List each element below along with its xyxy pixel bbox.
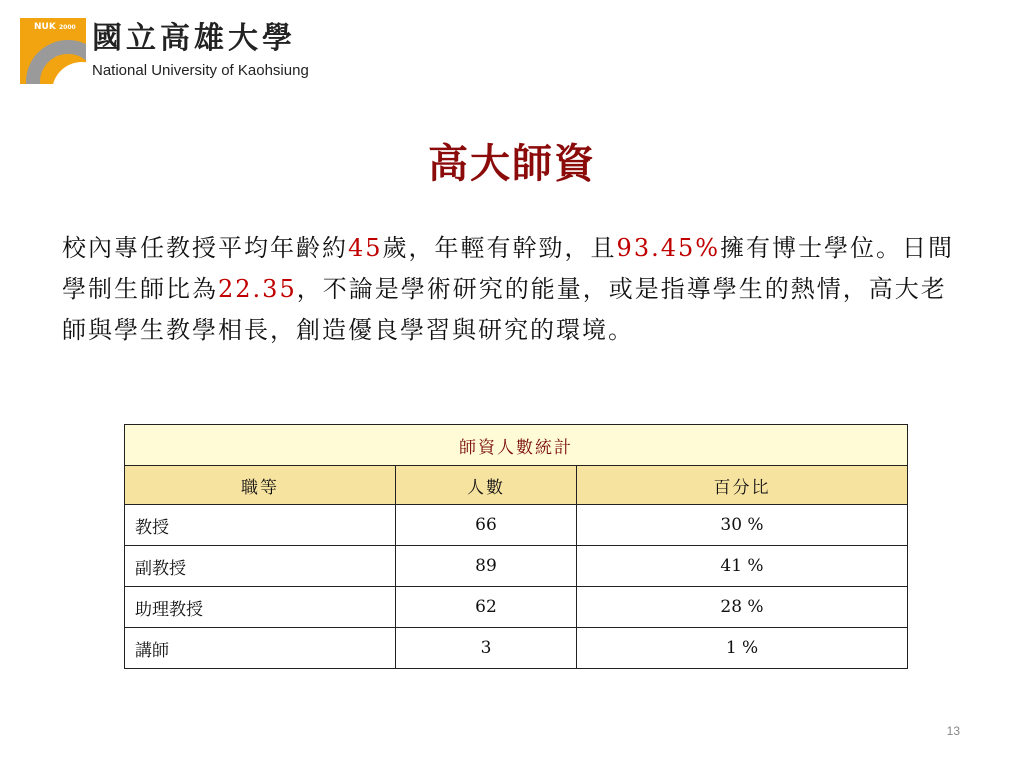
logo-name-english: National University of Kaohsiung [92,62,309,79]
logo-name-chinese: 國立高雄大學 [92,21,296,56]
logo-tag-year: 2000 [58,24,76,31]
para-text-3: 擁有博士學位。日間學制生師比為 [62,234,955,303]
university-logo [20,18,360,86]
cell-rank: 講師 [125,628,396,669]
cell-rank: 助理教授 [125,587,396,628]
para-text-2: 歲，年輕有幹勁，且 [382,234,617,262]
cell-count: 66 [396,505,577,546]
cell-percent: 41 % [577,546,908,587]
phd-percent-value: 93.45% [616,234,721,262]
table-row [125,628,908,669]
cell-rank: 教授 [125,505,396,546]
student-teacher-ratio-value: 22.35 [218,275,297,303]
cell-count: 62 [396,587,577,628]
table-row [125,505,908,546]
table-caption: 師資人數統計 [125,425,908,466]
cell-percent: 1 % [577,628,908,669]
cell-count: 3 [396,628,577,669]
cell-percent: 30 % [577,505,908,546]
para-text-4: ，不論是學術研究的能量，或是指導學生的熱情，高大老師與學生教學相長，創造優良學習與研究的環境。 [62,275,947,344]
logo-tag: NUK [34,22,56,32]
header-count: 人數 [396,466,577,505]
table-row [125,587,908,628]
intro-paragraph [62,228,962,351]
logo-emblem-icon [20,18,86,84]
table-row [125,546,908,587]
cell-count: 89 [396,546,577,587]
page-number: 13 [946,724,960,738]
cell-rank: 副教授 [125,546,396,587]
faculty-stats-table [124,424,908,669]
cell-percent: 28 % [577,587,908,628]
para-text-1: 校內專任教授平均年齡約 [62,234,348,262]
avg-age-value: 45 [348,234,383,262]
header-percent: 百分比 [577,466,908,505]
header-rank: 職等 [125,466,396,505]
slide-title: 高大師資 [428,140,596,187]
